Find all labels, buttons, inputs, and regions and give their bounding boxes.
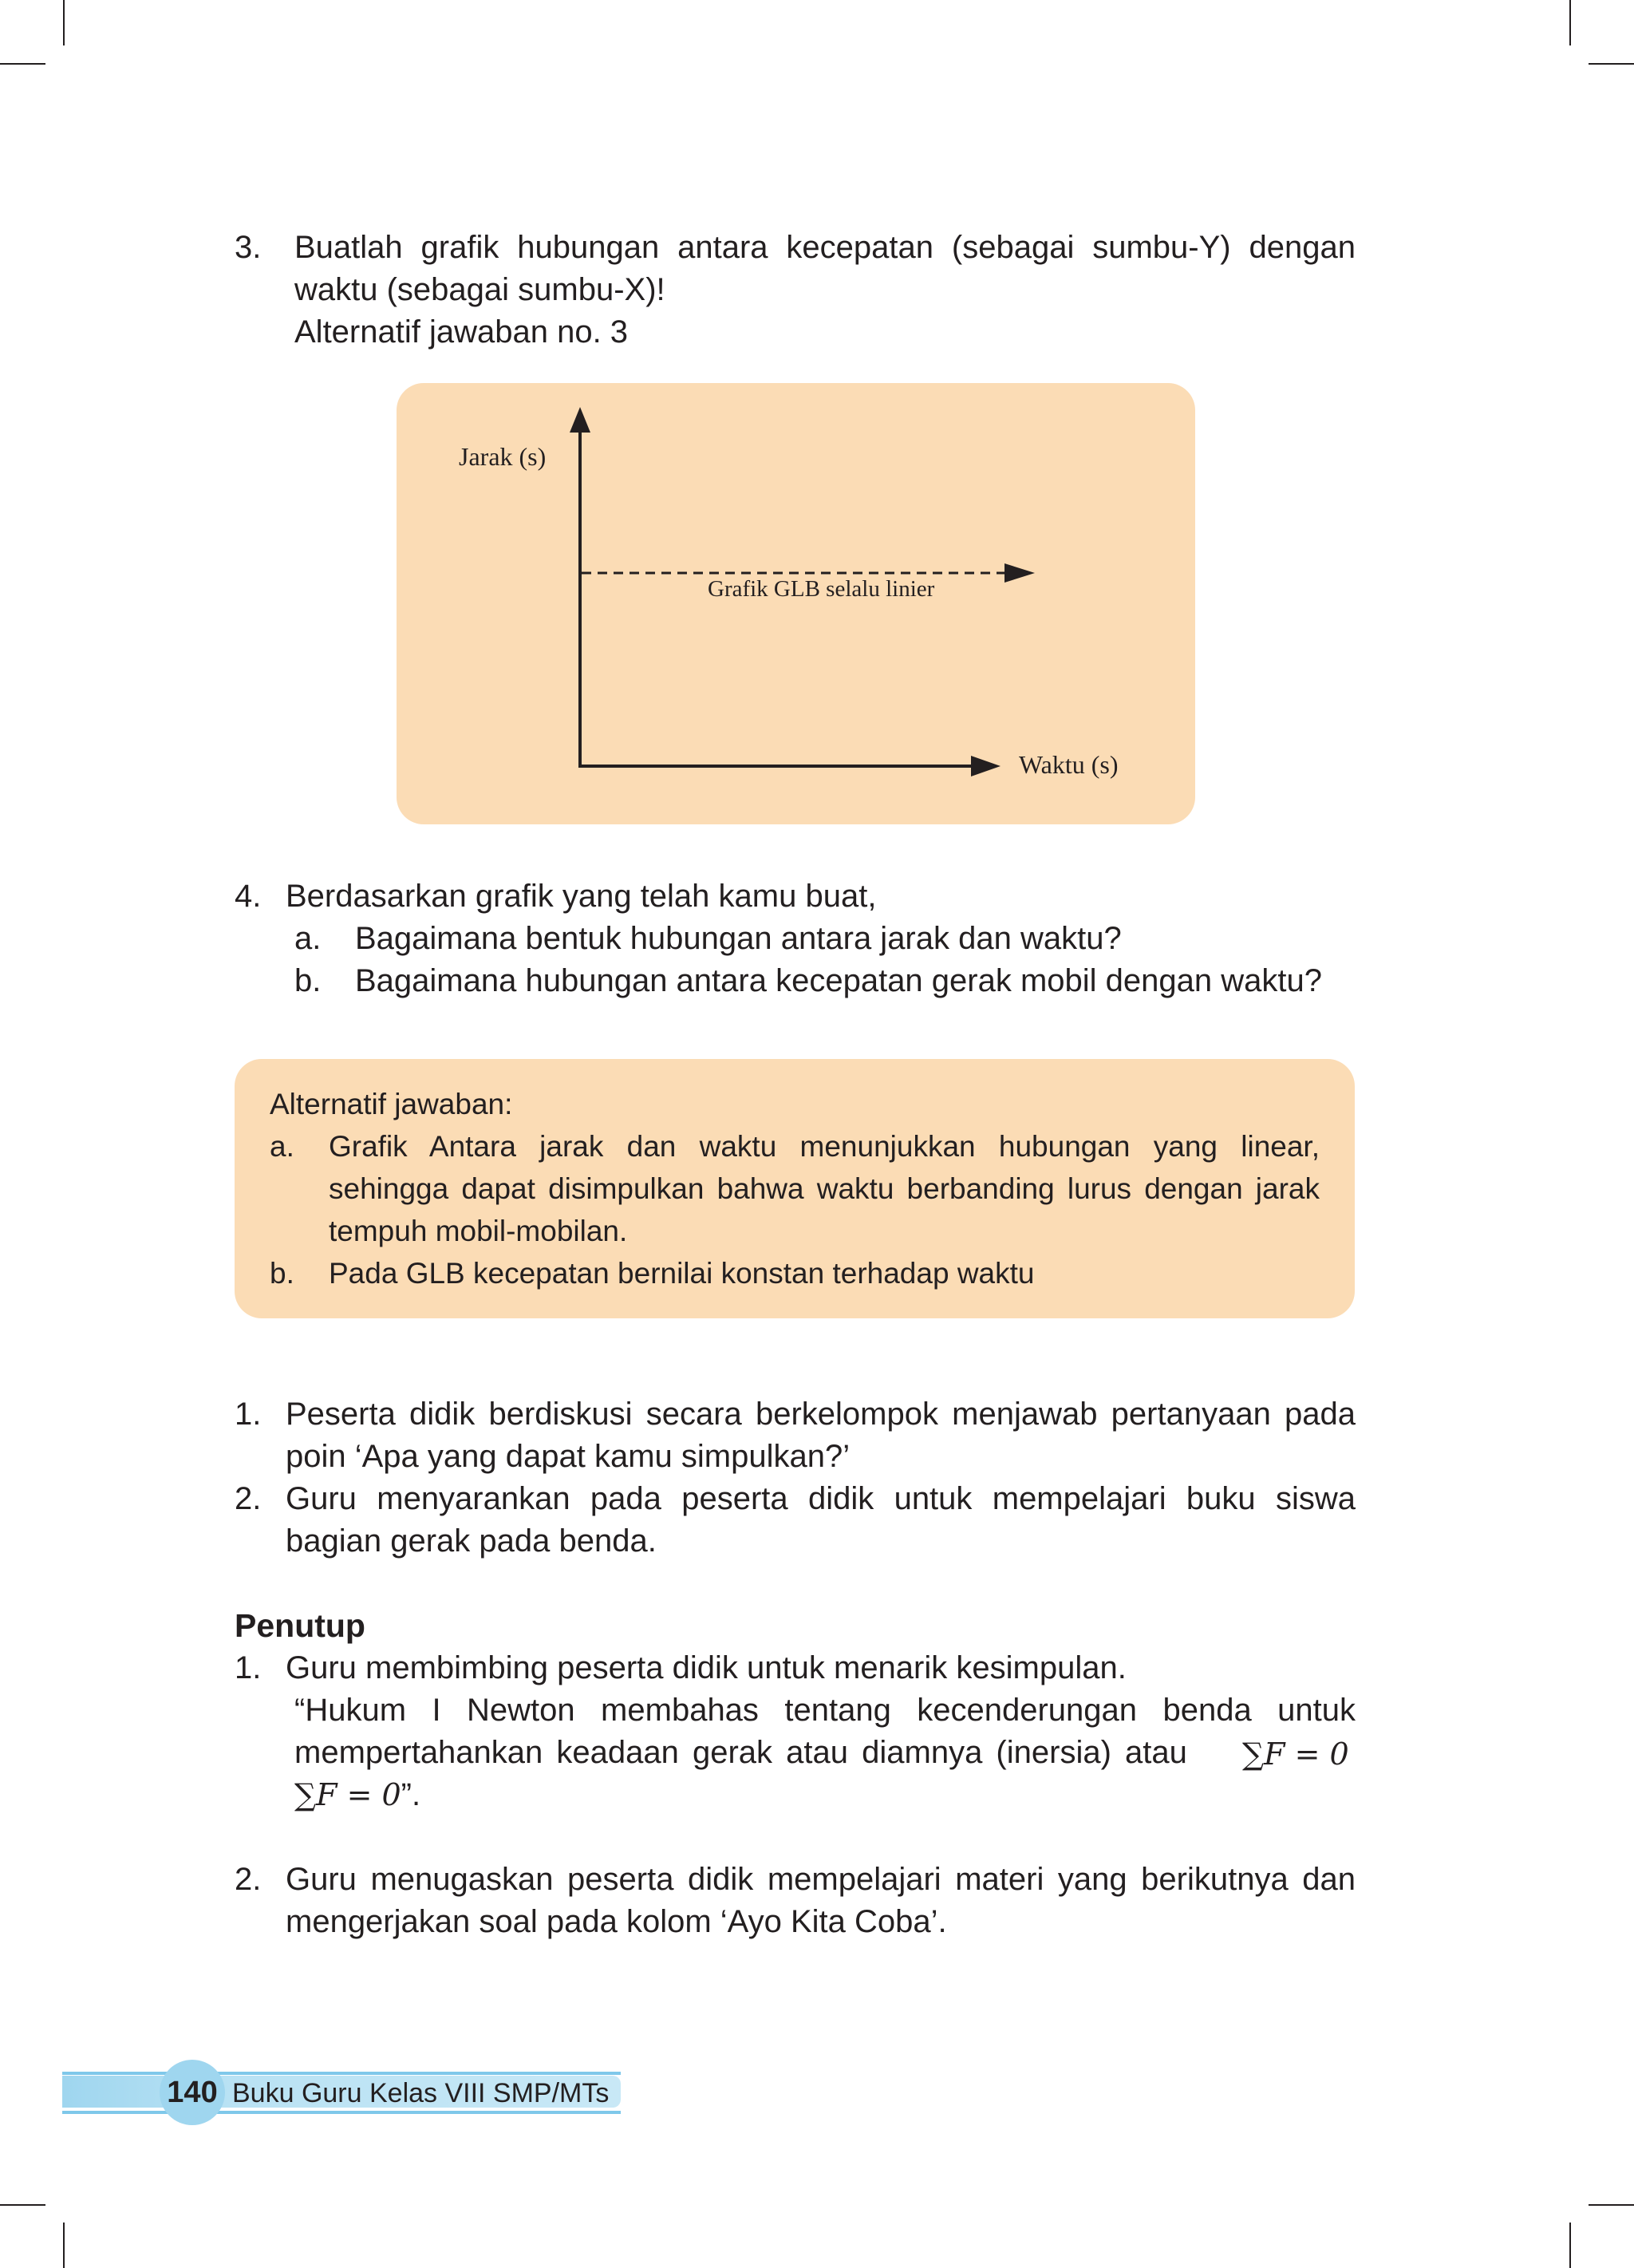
crop-mark-bottom-left-h <box>0 2204 45 2206</box>
page-number: 140 <box>167 2075 218 2109</box>
footer-stripe-bottom <box>62 2111 621 2114</box>
crop-mark-top-right-v <box>1569 0 1571 45</box>
answer-a-marker: a. <box>270 1130 294 1163</box>
y-axis-arrowhead <box>570 407 590 433</box>
discussion-item-1-line-1: Peserta didik berdiskusi secara berkelompok menjawab pertanyaan pada <box>286 1397 1356 1432</box>
crop-mark-top-right-h <box>1589 63 1634 65</box>
answer-a-line-1: Grafik Antara jarak dan waktu menunjukkan hubungan yang linear, <box>329 1130 1320 1163</box>
newton-quote-line-3 <box>294 1774 420 1816</box>
dashed-line-arrowhead <box>1004 563 1035 583</box>
answer-a-line-2: sehingga dapat disimpulkan bahwa waktu berbanding lurus dengan jarak <box>329 1172 1320 1205</box>
penutup-item-2-number: 2. <box>235 1862 262 1897</box>
x-axis-arrowhead <box>971 756 1001 776</box>
q4-number: 4. <box>235 879 262 914</box>
penutup-item-2-line-1: Guru menugaskan peserta didik mempelajari materi yang berikutnya dan <box>286 1862 1356 1897</box>
discussion-item-2-number: 2. <box>235 1481 262 1516</box>
page-number-badge <box>160 2060 225 2125</box>
answer-a-line-3: tempuh mobil-mobilan. <box>329 1215 628 1247</box>
penutup-item-1-line-1: Guru membimbing peserta didik untuk menarik kesimpulan. <box>286 1650 1127 1685</box>
penutup-item-1-number: 1. <box>235 1650 262 1685</box>
crop-mark-top-left-v <box>63 0 65 45</box>
q4-b-text: Bagaimana hubungan antara kecepatan gerak mobil dengan waktu? <box>355 963 1322 998</box>
discussion-item-1-line-2: poin ‘Apa yang dapat kamu simpulkan?’ <box>286 1439 851 1474</box>
discussion-item-1-number: 1. <box>235 1397 262 1432</box>
discussion-item-2-line-2: bagian gerak pada benda. <box>286 1523 657 1559</box>
crop-mark-top-left-h <box>0 63 45 65</box>
quote-close: ”. <box>401 1777 421 1812</box>
formula-sum-force-1: ∑F = 0 <box>1242 1737 1349 1772</box>
answer-b-marker: b. <box>270 1257 294 1290</box>
q3-number: 3. <box>235 230 262 265</box>
q4-a-marker: a. <box>294 921 322 956</box>
footer-book-title: Buku Guru Kelas VIII SMP/MTs <box>232 2078 610 2108</box>
q4-a-text: Bagaimana bentuk hubungan antara jarak dan waktu? <box>355 921 1122 956</box>
dashed-line-label: Grafik GLB selalu linier <box>708 576 935 602</box>
x-axis-label: Waktu (s) <box>1019 750 1119 779</box>
q3-line-1: Buatlah grafik hubungan antara kecepatan (sebagai sumbu-Y) dengan <box>294 230 1356 265</box>
newton-quote-line-1: “Hukum I Newton membahas tentang kecenderungan benda untuk <box>294 1693 1356 1728</box>
answer-box-title: Alternatif jawaban: <box>270 1088 513 1120</box>
q3-line-2: waktu (sebagai sumbu-X)! <box>294 272 665 307</box>
diagram-box <box>397 383 1195 824</box>
answer-b-text: Pada GLB kecepatan bernilai konstan terhadap waktu <box>329 1257 1035 1290</box>
q4-intro: Berdasarkan grafik yang telah kamu buat, <box>286 879 877 914</box>
formula-sum-force-2: ∑F = 0 <box>294 1777 401 1812</box>
crop-mark-bottom-right-v <box>1569 2223 1571 2268</box>
newton-quote-line-2: mempertahankan keadaan gerak atau diamnya (inersia) atau <box>294 1735 1187 1770</box>
answer-box <box>235 1059 1355 1318</box>
q3-line-3: Alternatif jawaban no. 3 <box>294 314 629 350</box>
crop-mark-bottom-right-h <box>1589 2204 1634 2206</box>
penutup-heading: Penutup <box>235 1607 365 1644</box>
discussion-item-2-line-1: Guru menyarankan pada peserta didik untuk mempelajari buku siswa <box>286 1481 1356 1516</box>
crop-mark-bottom-left-v <box>63 2223 65 2268</box>
y-axis-label: Jarak (s) <box>459 442 547 471</box>
q4-b-marker: b. <box>294 963 322 998</box>
penutup-item-2-line-2: mengerjakan soal pada kolom ‘Ayo Kita Coba’. <box>286 1904 947 1939</box>
footer-stripe-top <box>62 2072 621 2075</box>
